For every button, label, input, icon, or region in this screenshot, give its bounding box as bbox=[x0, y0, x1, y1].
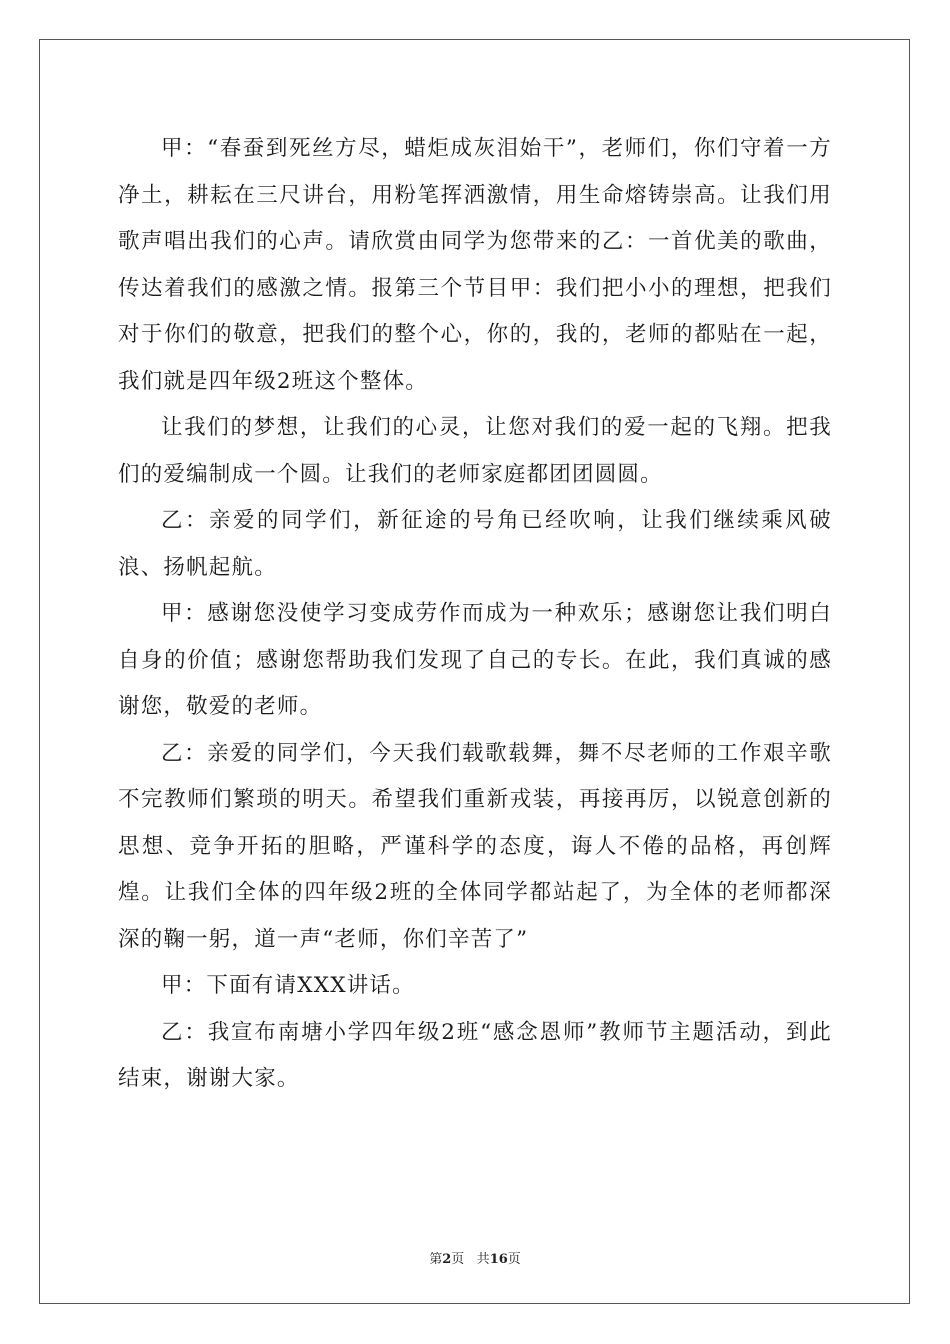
page-prefix: 第 bbox=[429, 1252, 443, 1267]
page-suffix: 页 bbox=[451, 1252, 465, 1267]
total-prefix: 共 bbox=[476, 1252, 490, 1267]
paragraph: 乙：亲爱的同学们，今天我们载歌载舞，舞不尽老师的工作艰辛歌不完教师们繁琐的明天。希望我们重新戎装，再接再厉，以锐意创新的思想、竞争开拓的胆略，严谨科学的态度，诲人不倦的品格，再创辉煌。让我们全体的四年级2班的全体同学都站起了，为全体的老师都深深的鞠一躬，道一声“老师，你们辛苦了” bbox=[118, 740, 832, 952]
paragraph: 让我们的梦想，让我们的心灵，让您对我们的爱一起的飞翔。把我们的爱编制成一个圆。让我们的老师家庭都团团圆圆。 bbox=[118, 415, 832, 487]
paragraph: 甲：下面有请XXX讲话。 bbox=[161, 973, 415, 998]
total-pages: 16 bbox=[489, 1252, 508, 1267]
paragraph: 甲：“春蚕到死丝方尽，蜡炬成灰泪始干”，老师们，你们守着一方净土，耕耘在三尺讲台，用粉笔挥洒激情，用生命熔铸崇高。让我们用歌声唱出我们的心声。请欣赏由同学为您带来的乙：一首优美的歌曲，传达着我们的感激之情。报第三个节目甲：我们把小小的理想，把我们对于你们的敬意，把我们的整个心，你的，我的，老师的都贴在一起，我们就是四年级2班这个整体。 bbox=[118, 136, 832, 394]
paragraph: 甲：感谢您没使学习变成劳作而成为一种欢乐；感谢您让我们明白自身的价值；感谢您帮助我们发现了自己的专长。在此，我们真诚的感谢您，敬爱的老师。 bbox=[118, 601, 832, 719]
total-suffix: 页 bbox=[507, 1252, 521, 1267]
paragraph: 乙：我宣布南塘小学四年级2班“感念恩师”教师节主题活动，到此结束，谢谢大家。 bbox=[118, 1019, 832, 1091]
document-body bbox=[118, 126, 832, 1103]
page-footer bbox=[0, 1248, 950, 1267]
page-number: 2 bbox=[442, 1252, 452, 1267]
paragraph: 乙：亲爱的同学们，新征途的号角已经吹响，让我们继续乘风破浪、扬帆起航。 bbox=[118, 508, 832, 580]
